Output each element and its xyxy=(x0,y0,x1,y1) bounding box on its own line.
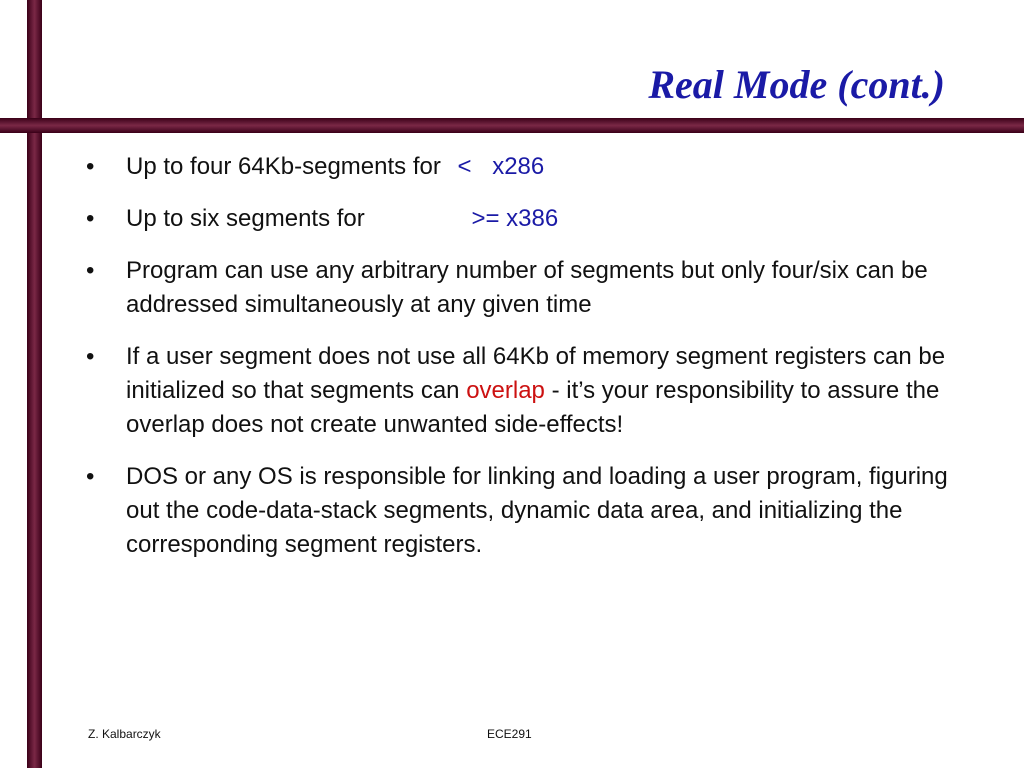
bullet-marker: • xyxy=(86,153,95,180)
bullet-text: If a user segment does not use all 64Kb of memory segment registers can be initialized so that segments can xyxy=(126,343,946,404)
slide-title: Real Mode (cont.) xyxy=(648,62,945,107)
footer-course: ECE291 xyxy=(487,727,532,741)
bullet-marker: • xyxy=(86,205,95,232)
bullet-item xyxy=(86,202,986,236)
bullet-item xyxy=(86,150,986,184)
left-decorative-bar xyxy=(27,0,42,768)
bullet-marker: • xyxy=(86,343,95,370)
cpu-condition: < xyxy=(457,153,472,180)
overlap-highlight: overlap xyxy=(466,377,545,404)
bullet-text: Up to six segments for xyxy=(126,205,365,232)
bullet-marker: • xyxy=(86,257,95,284)
cpu-condition: >= xyxy=(471,205,500,232)
bullet-item xyxy=(86,460,986,562)
cpu-name: x386 xyxy=(506,205,559,232)
bullet-item xyxy=(86,254,986,322)
bullet-marker: • xyxy=(86,463,95,490)
footer-author: Z. Kalbarczyk xyxy=(88,727,161,741)
bullet-item xyxy=(86,340,986,442)
bullet-text: Program can use any arbitrary number of segments but only four/six can be addressed simultaneously at any given time xyxy=(126,257,928,318)
bullet-text: Up to four 64Kb-segments for xyxy=(126,153,441,180)
bullet-text-continued: - it’s your responsibility to assure the overlap does not create unwanted side-effects! xyxy=(126,377,940,438)
bullet-text: DOS or any OS is responsible for linking and loading a user program, figuring out the code-data-stack segments, dynamic data area, and initializing the corresponding segment registers. xyxy=(126,463,948,558)
bullet-list xyxy=(86,150,986,580)
title-divider-bar xyxy=(0,118,1024,133)
cpu-name: x286 xyxy=(492,153,545,180)
